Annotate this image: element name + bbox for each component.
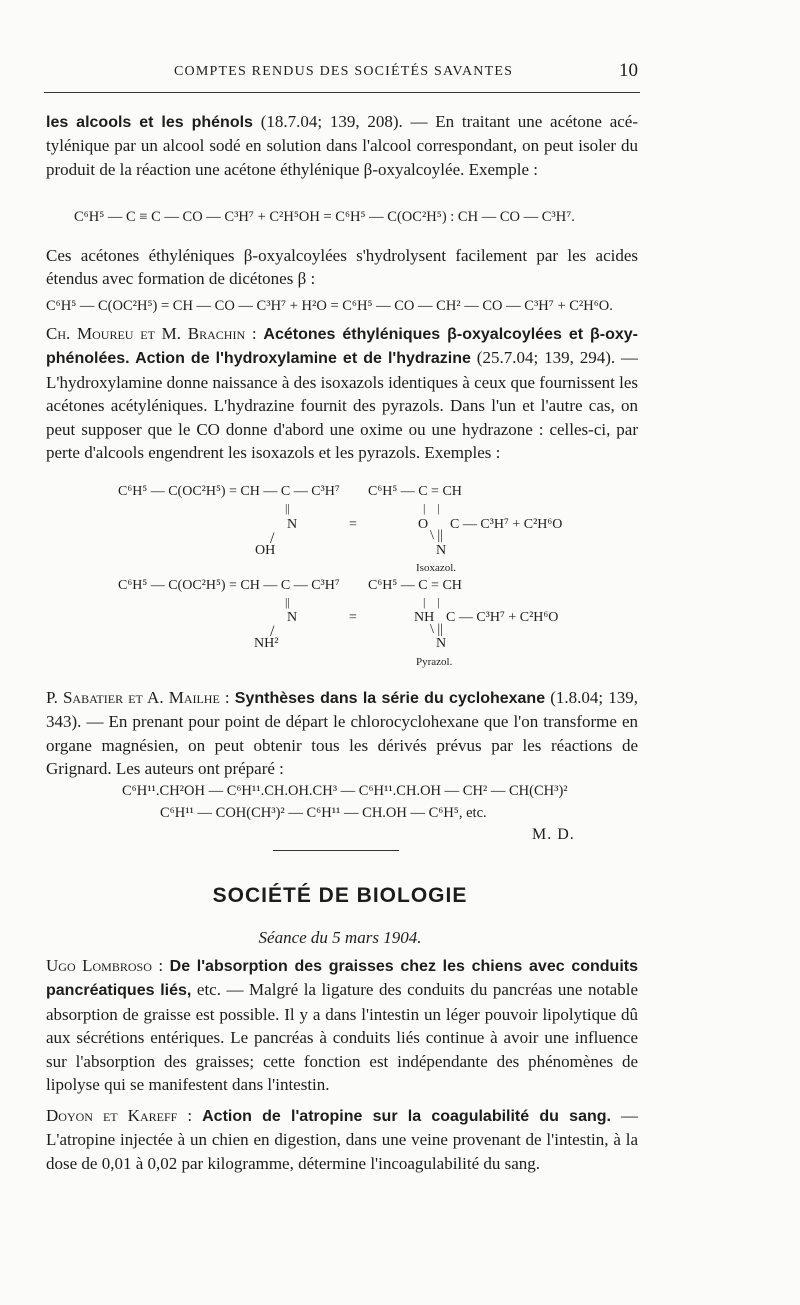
scheme-row2-left: C⁶H⁵ — C(OC²H⁵) = CH — C — C³H⁷ (118, 578, 340, 593)
scheme-nh: NH (414, 610, 435, 625)
paragraph-text: (18.7.04; 139, 208). — En traitant une acétone acé-tylénique par un alcool sodé en solution dans l'alcool correspondant, on peut isoler du produit de la réaction une acétone éthylénique β-oxyalcoylée. Exemple : (46, 112, 638, 179)
scheme-row1-left: C⁶H⁵ — C(OC²H⁵) = CH — C — C³H⁷ (118, 484, 340, 499)
scheme-equals: = (349, 610, 357, 625)
page-number: 10 (619, 60, 638, 81)
paragraph-hydrolyse (46, 244, 638, 291)
scheme-c-propyl: C — C³H⁷ + C²H⁶O (446, 610, 559, 625)
section-rule (273, 850, 399, 851)
ring-bond-mark: \ || (430, 528, 443, 543)
authors: Ch. Moureu et M. Brachin : (46, 324, 257, 343)
paragraph-alcools (46, 110, 638, 181)
scheme-n-ring: N (436, 543, 447, 558)
paragraph-doyon (46, 1104, 638, 1175)
scheme-row2-right: C⁶H⁵ — C = CH (368, 578, 462, 593)
double-bond-mark: || (285, 595, 290, 609)
formula-3: C⁶H¹¹.CH²OH — C⁶H¹¹.CH.OH.CH³ — C⁶H¹¹.CH.OH — CH² — CH(CH³)² (122, 783, 568, 799)
scheme-nh2: NH² (254, 636, 279, 651)
authors: Ugo Lombroso : (46, 956, 164, 975)
scheme-o-atom: O (418, 517, 429, 532)
paragraph-text: etc. — Malgré la ligature des conduits du pancréas une notable absorption de graisse est possible. Il y a dans l'intestin un léger pouvoir lipolytique dû aux sécrétions entériques. Le pancréas à conduits liés continue à avoir une influence sur l'absorption des graisses; cette fonction est indépendante des phénomènes de lipolyse qui se manifestent dans l'intestin. (46, 980, 639, 1095)
paragraph-sabatier (46, 686, 638, 781)
bold-title: les alcools et les phénols (46, 114, 253, 131)
paragraph-text: (25.7.04; 139, 294). — L'hydroxylamine donne naissance à des isoxazols identiques à ceux que fournissent les acétones acétyléniques. L'hydrazine fournit des pyrazols. Dans l'un et l'autre cas, on peut supposer que le CO donne d'abord une oxime ou une hydrazone : celles-ci, par perte d'alcools engendrent les isoxazols et les pyrazols. Exemples : (46, 348, 638, 463)
authors: P. Sabatier et A. Mailhe : (46, 688, 230, 707)
formula-1: C⁶H⁵ — C ≡ C — CO — C³H⁷ + C²H⁵OH = C⁶H⁵ — C(OC²H⁵) : CH — CO — C³H⁷. (74, 209, 575, 225)
scheme-equals: = (349, 517, 357, 532)
bold-title: De l'absorption des graisses chez les chiens avec conduits pancréatiques liés, (46, 958, 638, 1000)
paragraph-text: Ces acétones éthyléniques β-oxyalcoylées s'hydrolysent facilement par les acides étendus avec formation de dicétones β : (46, 246, 638, 289)
authors: Doyon et Kareff : (46, 1106, 193, 1125)
running-title: COMPTES RENDUS DES SOCIÉTÉS SAVANTES (174, 64, 514, 79)
paragraph-lombroso (46, 954, 638, 1096)
session-date: Séance du 5 mars 1904. (258, 928, 422, 947)
bold-title: Acétones éthyléniques β-oxyalcoylées et β-oxy-phénolées. Action de l'hydroxylamine et de l'hydrazine (46, 326, 638, 368)
paragraph-text: (1.8.04; 139, 343). — En prenant pour point de départ le chlorocyclohexane que l'on transforme en organe magnésien, on peut obtenir tous les dérivés prévus par les réactions de Grignard. Les auteurs ont préparé : (46, 688, 638, 779)
scheme-c-propyl: C — C³H⁷ + C²H⁶O (450, 517, 563, 532)
paragraph-text: — L'atropine injectée à un chien en digestion, dans une veine provenant de l'intestin, à la dose de 0,01 à 0,02 par kilogramme, détermine l'incoagulabilité du sang. (46, 1106, 639, 1173)
formula-2: C⁶H⁵ — C(OC²H⁵) = CH — CO — C³H⁷ + H²O = C⁶H⁵ — CO — CH² — CO — C³H⁷ + C²H⁶O. (46, 298, 613, 314)
ring-bond-mark: \ || (430, 622, 443, 637)
formula-4: C⁶H¹¹ — COH(CH³)² — C⁶H¹¹ — CH.OH — C⁶H⁵, etc. (160, 805, 487, 821)
ring-bond-mark: | | (423, 595, 440, 609)
scheme-n-atom: N (287, 610, 298, 625)
signature: M. D. (532, 826, 575, 843)
pyrazol-label: Pyrazol. (416, 656, 453, 668)
paragraph-moureu (46, 322, 638, 464)
scheme-row1-right: C⁶H⁵ — C = CH (368, 484, 462, 499)
ring-bond-mark: | | (423, 501, 440, 515)
bold-title: Synthèses dans la série du cyclohexane (234, 690, 546, 707)
bold-title: Action de l'atropine sur la coagulabilité du sang. (202, 1108, 611, 1125)
header-rule (44, 92, 640, 93)
section-title: SOCIÉTÉ DE BIOLOGIE (212, 884, 468, 907)
slash-bond: / (270, 623, 275, 640)
scheme-n-ring: N (436, 636, 447, 651)
scheme-n-atom: N (287, 517, 298, 532)
scheme-oh: OH (255, 543, 276, 558)
isoxazol-label: Isoxazol. (416, 562, 457, 574)
slash-bond: / (270, 530, 275, 547)
double-bond-mark: || (285, 501, 290, 515)
